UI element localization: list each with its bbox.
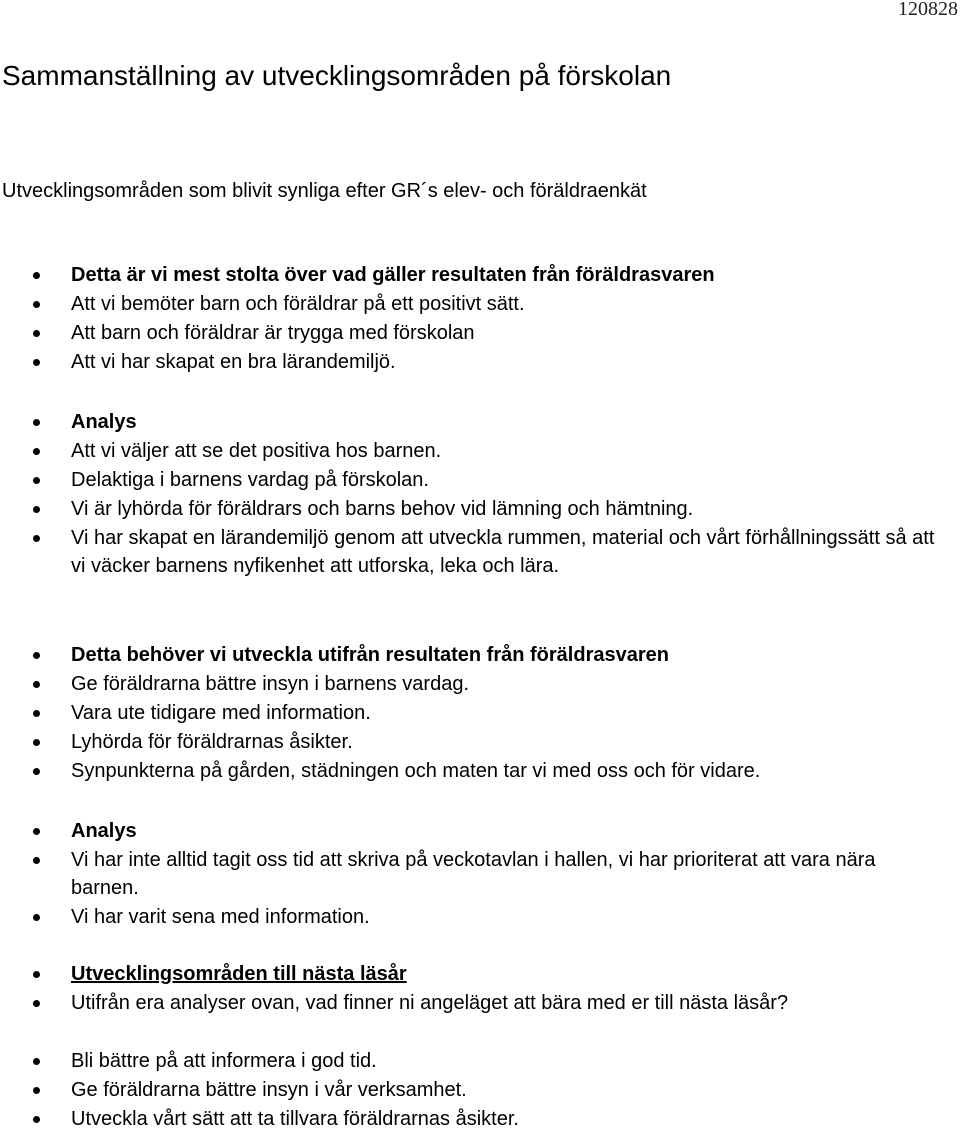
list-item: Synpunkterna på gården, städningen och maten tar vi med oss och för vidare. (0, 757, 945, 785)
bullet-icon (33, 1058, 40, 1065)
bullet-icon (33, 914, 40, 921)
list-item: Lyhörda för föräldrarnas åsikter. (0, 728, 945, 756)
bullet-icon (33, 768, 40, 775)
section-heading-improve: Detta behöver vi utveckla utifrån resultaten från föräldrasvaren (0, 641, 945, 669)
bullet-icon (33, 681, 40, 688)
list-item: Delaktiga i barnens vardag på förskolan. (0, 466, 945, 494)
bullet-icon (33, 828, 40, 835)
section-analysis-2 (0, 817, 945, 931)
list-item: Vi är lyhörda för föräldrars och barns behov vid lämning och hämtning. (0, 495, 945, 523)
section-proud (0, 261, 945, 376)
bullet-icon (33, 419, 40, 426)
list-item: Att vi väljer att se det positiva hos barnen. (0, 437, 945, 465)
bullet-icon (33, 857, 40, 864)
bullet-icon (33, 330, 40, 337)
section-heading-proud: Detta är vi mest stolta över vad gäller resultaten från föräldrasvaren (0, 261, 945, 289)
section-heading-next-year: Utvecklingsområden till nästa läsår (0, 960, 945, 988)
bullet-icon (33, 477, 40, 484)
bullet-icon (33, 359, 40, 366)
list-item: Bli bättre på att informera i god tid. (0, 1047, 945, 1075)
list-item: Att barn och föräldrar är trygga med förskolan (0, 319, 945, 347)
bullet-icon (33, 1087, 40, 1094)
bullet-icon (33, 652, 40, 659)
bullet-icon (33, 739, 40, 746)
bullet-icon (33, 506, 40, 513)
document-date: 120828 (898, 0, 958, 20)
section-next-year (0, 960, 945, 1017)
list-item: Utveckla vårt sätt att ta tillvara föräldrarnas åsikter. (0, 1105, 945, 1133)
bullet-icon (33, 301, 40, 308)
list-item: Utifrån era analyser ovan, vad finner ni angeläget att bära med er till nästa läsår? (0, 989, 945, 1017)
list-item: Att vi bemöter barn och föräldrar på ett positivt sätt. (0, 290, 945, 318)
section-heading-analysis: Analys (0, 817, 945, 845)
bullet-icon (33, 1116, 40, 1123)
bullet-icon (33, 1000, 40, 1007)
bullet-icon (33, 971, 40, 978)
page-title: Sammanställning av utvecklingsområden på förskolan (2, 60, 672, 91)
bullet-icon (33, 448, 40, 455)
list-item: Att vi har skapat en bra lärandemiljö. (0, 348, 945, 376)
section-improve (0, 641, 945, 785)
bullet-icon (33, 535, 40, 542)
page-subtitle: Utvecklingsområden som blivit synliga efter GR´s elev- och föräldraenkät (2, 180, 647, 202)
list-item: Vi har inte alltid tagit oss tid att skriva på veckotavlan i hallen, vi har prioriterat att vara nära barnen. (0, 846, 945, 902)
section-analysis-1 (0, 408, 945, 580)
bullet-icon (33, 710, 40, 717)
list-item: Vi har varit sena med information. (0, 903, 945, 931)
bullet-icon (33, 272, 40, 279)
section-heading-analysis: Analys (0, 408, 945, 436)
list-item: Ge föräldrarna bättre insyn i barnens vardag. (0, 670, 945, 698)
list-item: Ge föräldrarna bättre insyn i vår verksamhet. (0, 1076, 945, 1104)
list-item: Vara ute tidigare med information. (0, 699, 945, 727)
section-goals (0, 1047, 945, 1133)
list-item: Vi har skapat en lärandemiljö genom att utveckla rummen, material och vårt förhållningssätt så att vi väcker barnens nyfikenhet att utforska, leka och lära. (0, 524, 945, 580)
